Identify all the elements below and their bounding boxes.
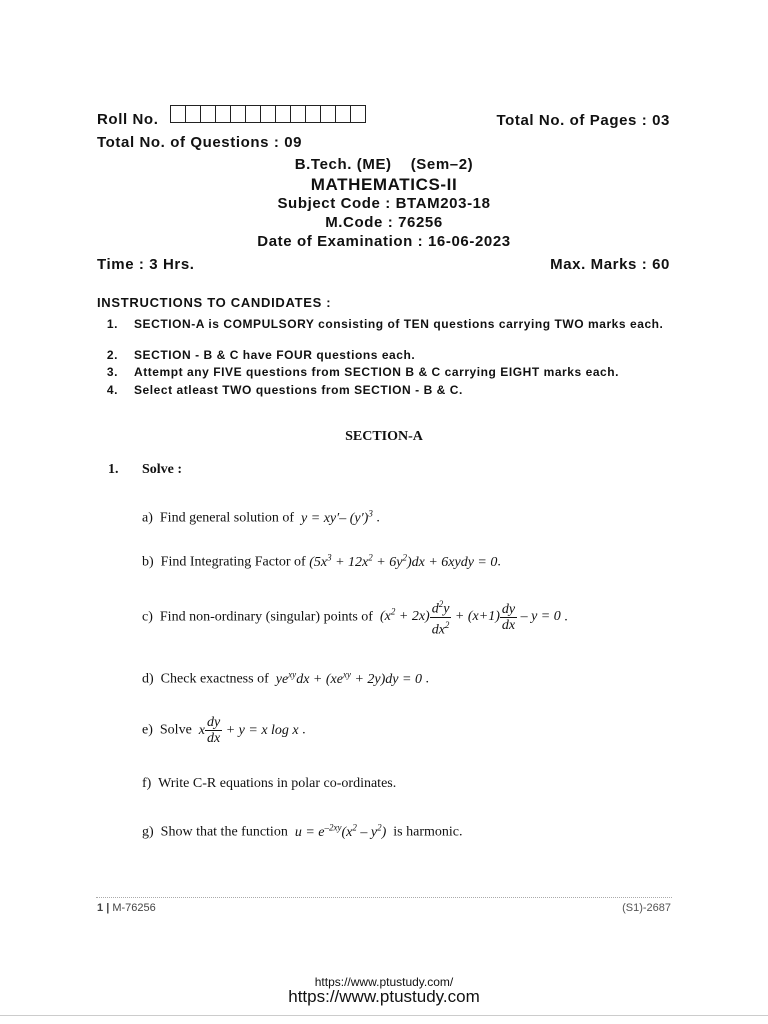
footer-separator: |: [106, 902, 110, 914]
part-label: e): [142, 722, 153, 738]
section-title: SECTION-A: [345, 429, 423, 444]
part-text: Write C-R equations in polar co-ordinates.: [158, 776, 397, 791]
roll-no-box[interactable]: [261, 105, 276, 123]
total-pages: Total No. of Pages : 03: [496, 112, 670, 129]
instruction-number: 3.: [106, 365, 118, 379]
roll-no-box[interactable]: [231, 105, 246, 123]
question-number: 1.: [108, 462, 119, 477]
footer-right: (S1)-2687: [622, 902, 671, 914]
question-part-f: [142, 776, 396, 792]
roll-no-box[interactable]: [216, 105, 231, 123]
instruction-number: 4.: [106, 383, 118, 397]
website-url-small[interactable]: https://www.ptustudy.com/: [314, 975, 454, 989]
max-marks: Max. Marks : 60: [550, 256, 670, 273]
time: Time : 3 Hrs.: [97, 256, 195, 273]
question-part-e: e) Solve x $\frac{dy}{dx}$ + y = x log x .: [142, 715, 306, 746]
roll-no-box[interactable]: [306, 105, 321, 123]
question-label: Solve :: [142, 462, 183, 477]
equation: $(x^2 + 2x)$ $\frac{d^2y}{dx^2}$ + (x+1) $\frac{dy}{dx}$ – y = 0: [376, 599, 561, 638]
part-label: f): [142, 776, 152, 791]
instructions-title: INSTRUCTIONS TO CANDIDATES :: [97, 295, 332, 310]
subject-code: Subject Code : BTAM203-18: [277, 195, 491, 212]
roll-no-box[interactable]: [186, 105, 201, 123]
instruction-item: [98, 316, 678, 348]
question-part-d: d) Check exactness of $ye^{xy}dx + (xe^{xy} + 2y)dy = 0$ .: [142, 669, 429, 687]
instruction-item: [98, 364, 678, 380]
exam-date: Date of Examination : 16-06-2023: [257, 233, 511, 250]
roll-no-box[interactable]: [170, 105, 186, 123]
footer-code: M-76256: [112, 902, 156, 914]
total-questions: Total No. of Questions : 09: [97, 134, 303, 151]
roll-no-box[interactable]: [336, 105, 351, 123]
instruction-item: [98, 347, 678, 363]
equation: y = xy′– $(y')^3$: [297, 508, 373, 526]
question-part-c: c) Find non-ordinary (singular) points of $(x^2 + 2x)$ $\frac{d^2y}{dx^2}$ + (x+1) $\frac{dy}{dx}$ – y = 0 .: [142, 599, 568, 638]
instruction-item: [98, 382, 678, 398]
part-text: Find general solution of: [159, 510, 295, 526]
roll-no-box[interactable]: [246, 105, 261, 123]
equation: x $\frac{dy}{dx}$ + y = x log x: [195, 715, 299, 746]
roll-no-label: Roll No.: [97, 111, 159, 128]
footer-divider: [96, 897, 672, 898]
roll-no-box[interactable]: [321, 105, 336, 123]
page-bottom-divider: [0, 1015, 768, 1016]
part-label: g): [142, 824, 154, 840]
part-text: Check exactness of: [160, 671, 269, 687]
part-suffix: is harmonic.: [393, 824, 463, 840]
part-label: a): [142, 510, 153, 526]
program: B.Tech. (ME) (Sem–2): [294, 156, 474, 173]
part-label: c): [142, 609, 153, 625]
instruction-number: 2.: [106, 348, 118, 362]
roll-no-box[interactable]: [351, 105, 366, 123]
part-text: Solve: [159, 722, 192, 738]
part-text: Show that the function: [160, 824, 288, 840]
part-text: Find Integrating Factor of: [160, 554, 306, 570]
roll-no-box[interactable]: [201, 105, 216, 123]
question-part-a: a) Find general solution of y = xy′– $(y')^3$ .: [142, 508, 380, 526]
part-label: b): [142, 554, 154, 570]
part-text: Find non-ordinary (singular) points of: [159, 609, 373, 625]
question-part-g: [142, 822, 463, 841]
instruction-text: Attempt any FIVE questions from SECTION B & C carrying EIGHT marks each.: [134, 365, 620, 379]
part-label: d): [142, 671, 154, 687]
footer-left: [97, 902, 156, 914]
instruction-text: SECTION-A is COMPULSORY consisting of TEN questions carrying TWO marks each.: [134, 317, 664, 331]
page-number: 1: [97, 902, 104, 914]
roll-no-boxes[interactable]: [170, 105, 366, 123]
roll-no-box[interactable]: [276, 105, 291, 123]
instruction-number: 1.: [106, 317, 118, 331]
question-part-b: b) Find Integrating Factor of $(5x^3 + 12x^2 + 6y^2)dx$ + 6xydy = 0.: [142, 552, 501, 570]
equation: $u = e^{-2xy}(x^2 - y^2)$: [291, 822, 387, 840]
equation: $ye^{xy}dx + (xe^{xy} + 2y)dy = 0$: [272, 669, 422, 687]
instruction-text: SECTION - B & C have FOUR questions each.: [134, 348, 416, 362]
subject-title: MATHEMATICS-II: [310, 175, 458, 194]
m-code: M.Code : 76256: [325, 214, 443, 231]
website-url-large[interactable]: https://www.ptustudy.com: [288, 987, 480, 1006]
equation: $(5x^3 + 12x^2 + 6y^2)dx$ + 6xydy = 0: [305, 552, 498, 570]
roll-no-box[interactable]: [291, 105, 306, 123]
instruction-text: Select atleast TWO questions from SECTION - B & C.: [134, 383, 463, 397]
